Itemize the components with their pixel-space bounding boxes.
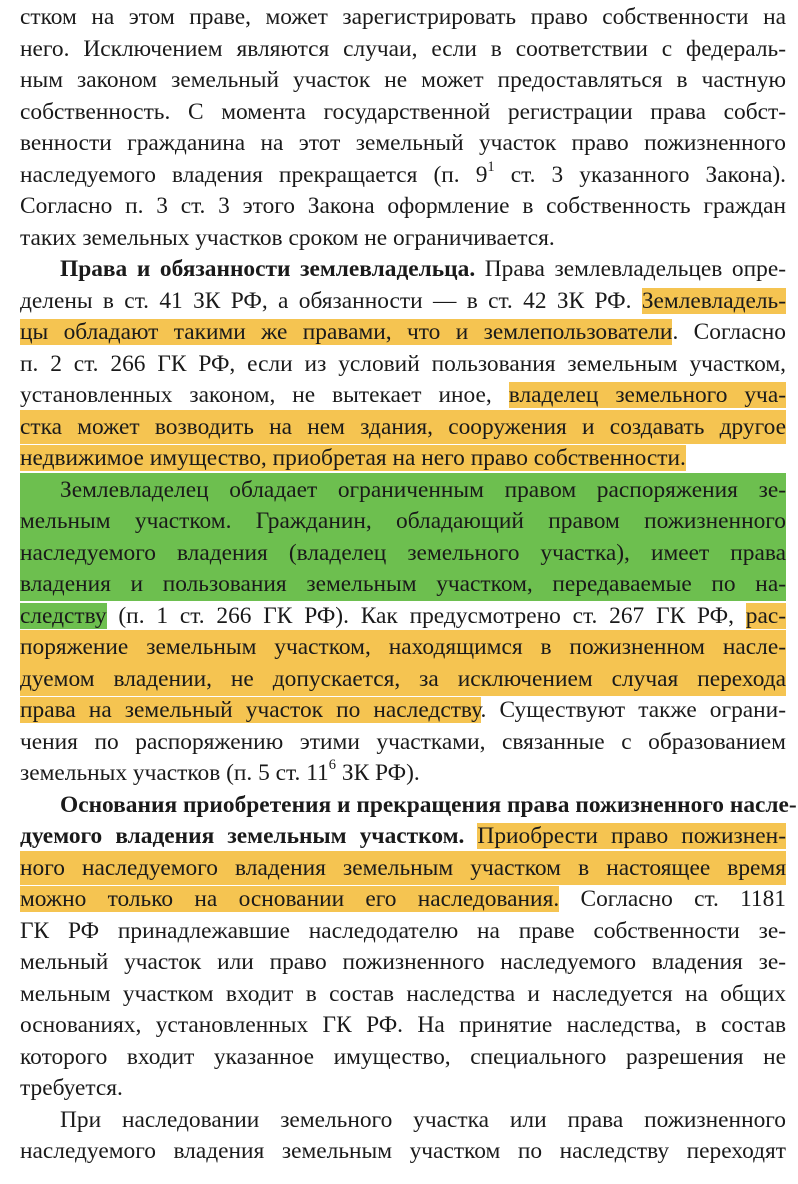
text-line: права на земельный участок по наследству. Существуют также ограни- bbox=[20, 697, 786, 723]
text-line-highlight-green: владения и пользования земельным участком, передаваемые по на- bbox=[20, 567, 786, 601]
superscript: 1 bbox=[487, 158, 495, 175]
text-line-highlight-green: Землевладелец обладает ограниченным правом распоряжения зе- bbox=[20, 473, 786, 507]
text-line: наследуемого владения прекращается (п. $9^1$ ст. 3 указанного Закона). bbox=[20, 158, 786, 188]
text-line-highlight-green: наследуемого владения (владелец земельного участка), имеет права bbox=[20, 536, 786, 570]
text-line: земельных участков (п. 5 ст. $11^6$ ЗК РФ). bbox=[20, 757, 420, 786]
text-line-highlight-green: мельным участком. Гражданин, обладающий правом пожизненного bbox=[20, 504, 786, 538]
text-line: таких земельных участков сроком не ограничивается. bbox=[20, 224, 555, 251]
section-heading: дуемого владения земельным участком. bbox=[20, 823, 465, 849]
text-line-highlight-yellow: ного наследуемого владения земельным участком в настоящее время bbox=[20, 851, 786, 885]
text-line: мельный участок или право пожизненного наследуемого владения зе- bbox=[20, 949, 786, 975]
text-line-highlight-yellow: дуемом владении, не допускается, за исключением случая перехода bbox=[20, 662, 786, 696]
section-heading: Основания приобретения и прекращения права пожизненного насле- bbox=[60, 791, 797, 818]
highlight-yellow: рас- bbox=[745, 602, 786, 629]
text-line: При наследовании земельного участка или права пожизненного bbox=[60, 1106, 786, 1133]
highlight-yellow: Землевладель- bbox=[641, 287, 786, 314]
highlight-yellow: можно только на основании его наследования. bbox=[20, 886, 560, 912]
text-line: наследуемого владения земельным участком по наследству переходят bbox=[20, 1138, 786, 1164]
text-line: стком на этом праве, может зарегистрировать право собственности на bbox=[20, 4, 786, 30]
text-line: требуется. bbox=[20, 1075, 123, 1101]
text-line: него. Исключением являются случаи, если в соответствии с федераль- bbox=[20, 35, 786, 62]
text-line: чения по распоряжению этими участками, связанные с образованием bbox=[20, 728, 786, 755]
text-line: венности гражданина на этот земельный участок право пожизненного bbox=[20, 130, 786, 156]
section-heading: Права и обязанности землевладельца. bbox=[60, 256, 476, 282]
text-line-highlight-yellow: поряжение земельным участком, находящимся в пожизненном насле- bbox=[20, 630, 786, 664]
text-line: установленных законом, не вытекает иное, владелец земельного уча- bbox=[20, 382, 786, 408]
text-line: ГК РФ принадлежавшие наследодателю на праве собственности зе- bbox=[20, 917, 786, 944]
text-line: собственность. С момента государственной регистрации права собст- bbox=[20, 98, 786, 125]
superscript: 6 bbox=[328, 757, 336, 774]
text-line: п. 2 ст. 266 ГК РФ, если из условий пользования земельным участком, bbox=[20, 350, 786, 377]
text-line bbox=[20, 441, 786, 475]
highlight-green: следству bbox=[20, 602, 107, 629]
text-line: основаниях, установленных ГК РФ. На принятие наследства, в состав bbox=[20, 1012, 786, 1038]
text-line: которого входит указанное имущество, специального разрешения не bbox=[20, 1043, 786, 1070]
highlight-yellow: недвижимое имущество, приобретая на него право собственности. bbox=[20, 445, 686, 471]
text-line: Права и обязанности землевладельца. Права землевладельцев опре- bbox=[60, 256, 786, 282]
highlight-yellow: права на земельный участок по наследству bbox=[20, 697, 481, 723]
text-line bbox=[20, 788, 797, 822]
text-line bbox=[20, 819, 786, 853]
text-line: можно только на основании его наследования. Согласно ст. 1181 bbox=[20, 886, 787, 912]
text-line: делены в ст. 41 ЗК РФ, а обязанности — в ст. 42 ЗК РФ. Землевладель- bbox=[20, 287, 786, 314]
text-line: ным законом земельный участок не может предоставляться в частную bbox=[20, 67, 786, 93]
highlight-yellow: цы обладают такими же правами, что и землепользователи bbox=[20, 319, 673, 345]
text-line: мельным участком входит в состав наследства и наследуется на общих bbox=[20, 980, 786, 1007]
highlight-yellow: владелец земельного уча- bbox=[508, 382, 786, 408]
text-line: Согласно п. 3 ст. 3 этого Закона оформление в собственность граждан bbox=[20, 193, 786, 219]
text-line-highlight-yellow: стка может возводить на нем здания, сооружения и создавать другое bbox=[20, 410, 786, 444]
text-line: цы обладают такими же правами, что и землепользователи. Согласно bbox=[20, 319, 786, 345]
text-line: следству (п. 1 ст. 266 ГК РФ). Как предусмотрено ст. 267 ГК РФ, рас- bbox=[20, 602, 786, 629]
highlight-yellow: Приобрести право пожизнен- bbox=[477, 823, 786, 849]
